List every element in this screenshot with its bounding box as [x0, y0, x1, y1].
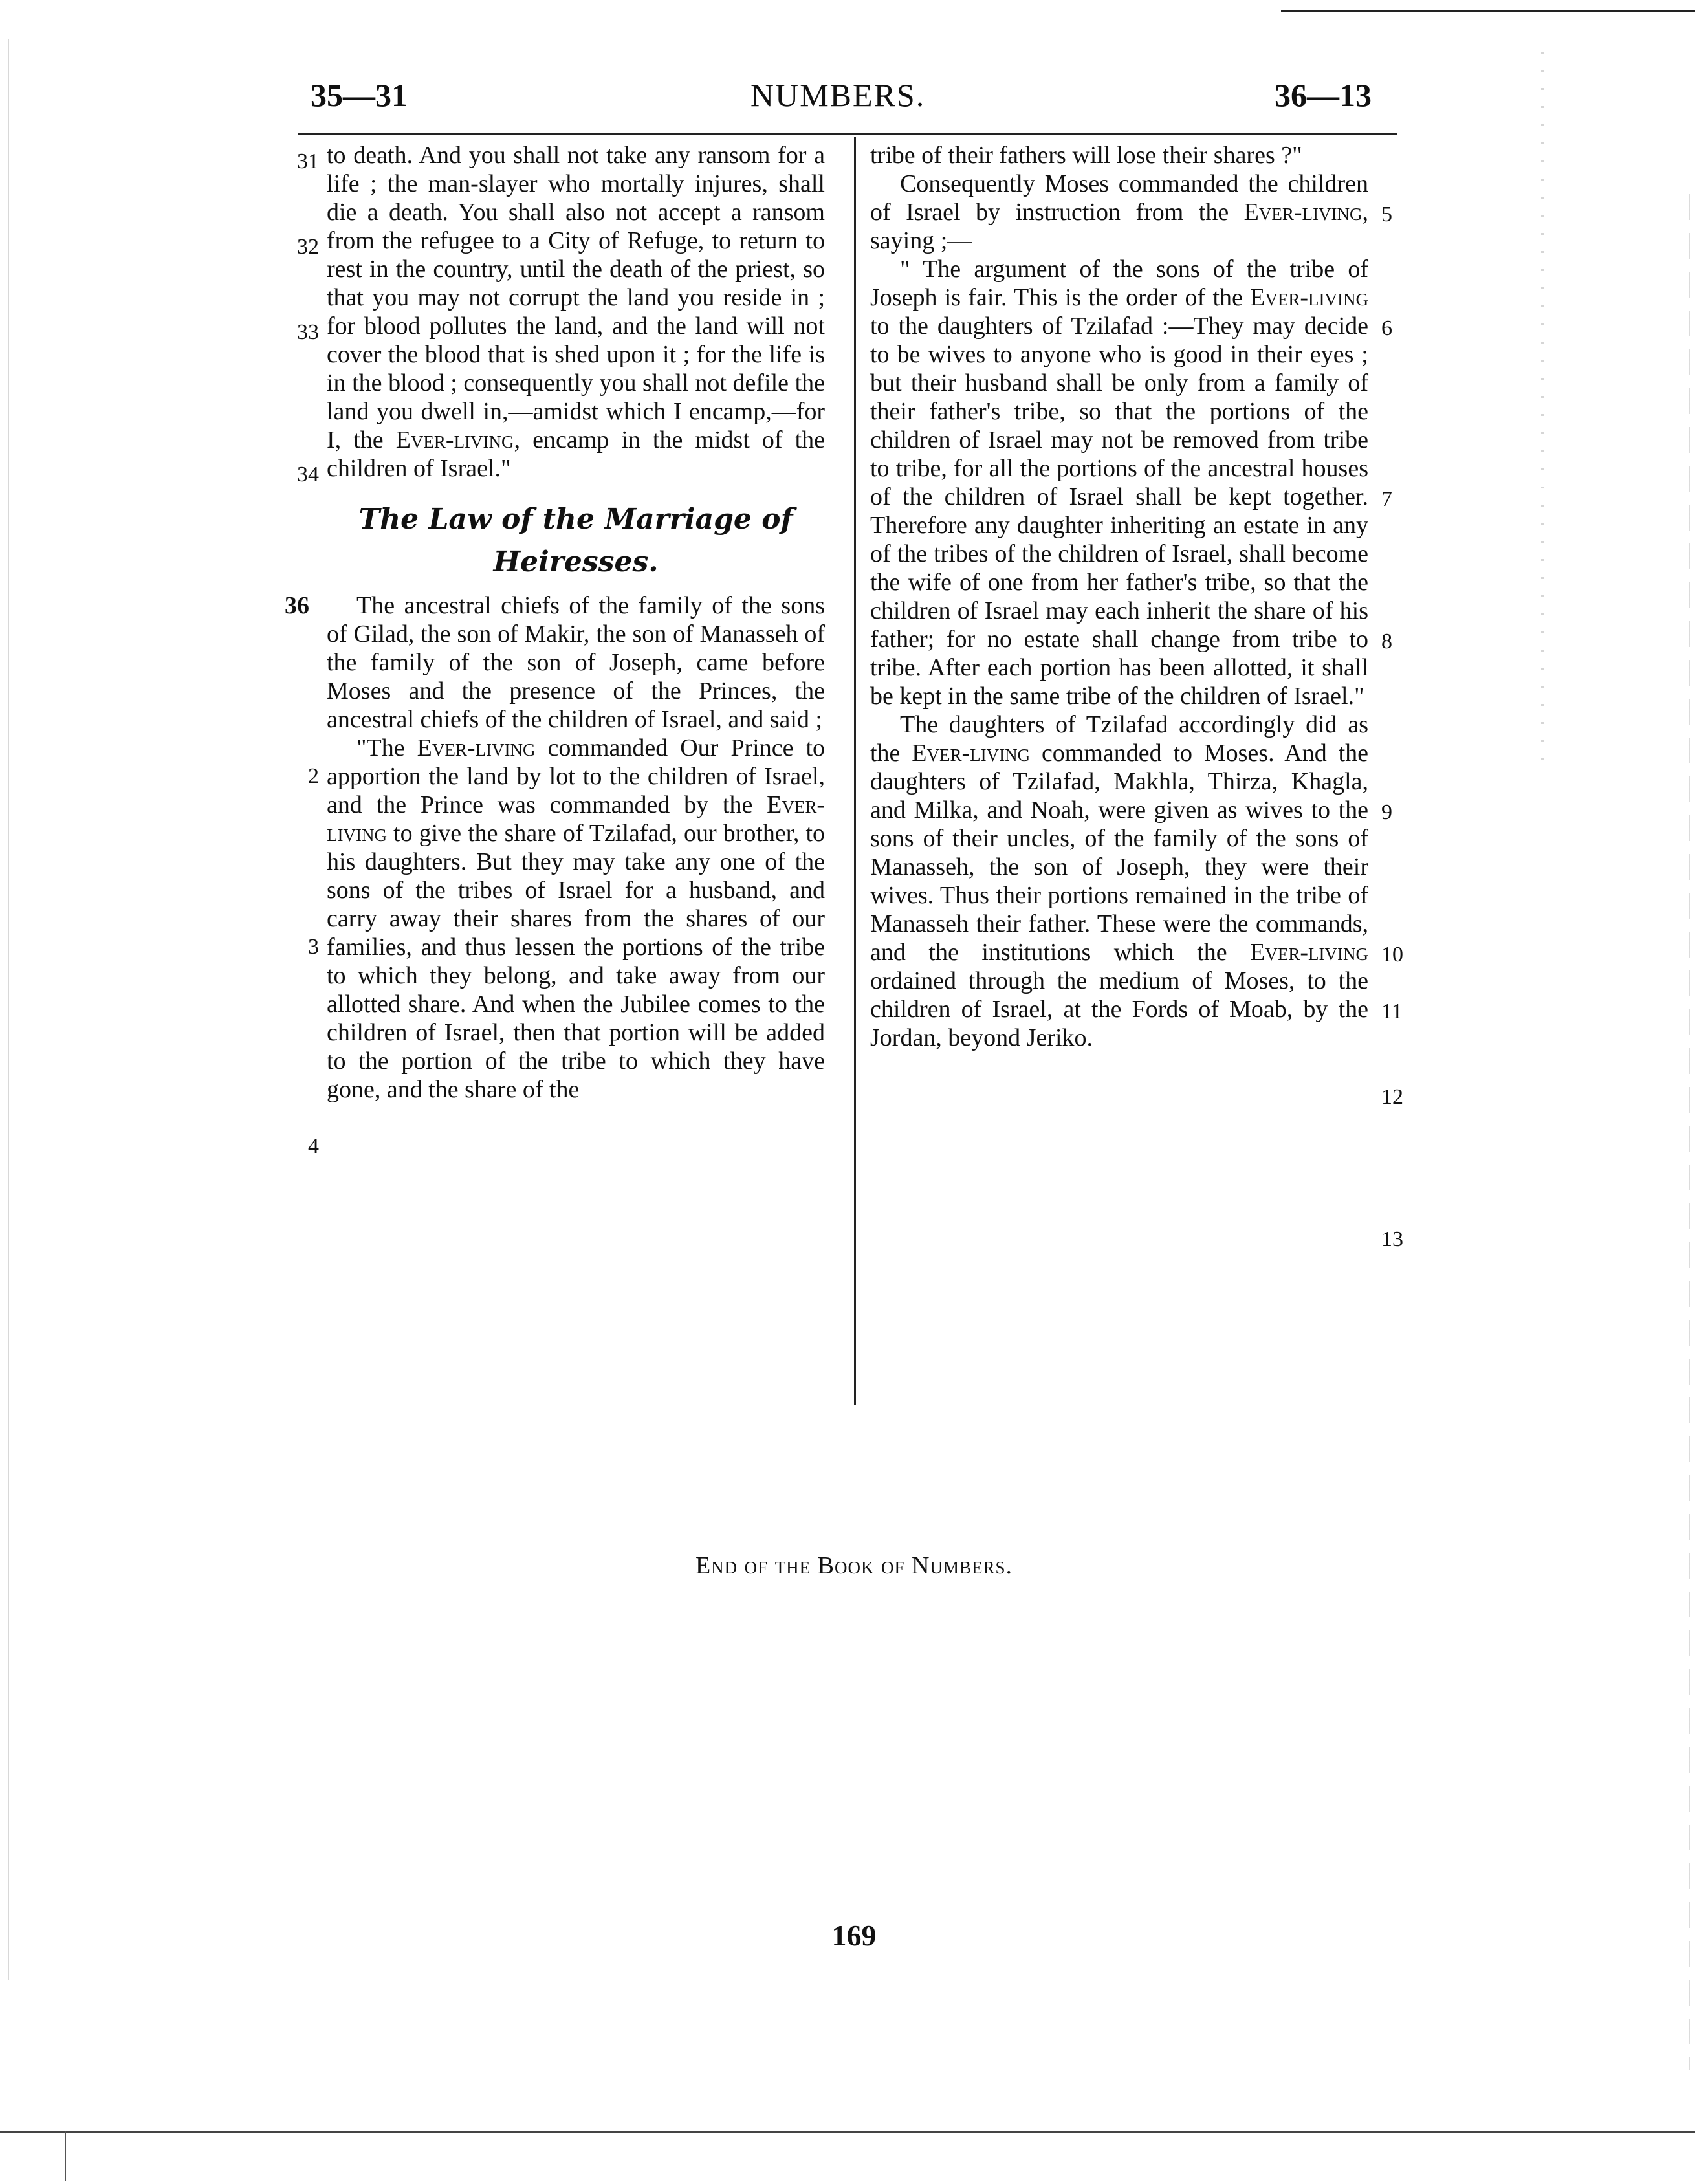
verse-number: 5	[1381, 203, 1392, 226]
verse-text: to death. And you shall not take any ransom for a life ; the man-slayer who mortally injures, shall die a death. You shall also not accept a ransom from the refugee to a City of Refuge, to return to rest in the country, until the death of the priest, so that you may not corrupt the land you reside in ; for blood pollutes the land, and the land will not cover the blood that is shed upon it ; for the life is in the blood ; consequently you shall not defile the land you dwell in,—amidst which I encamp,—for I, the Ever-living, encamp in the midst of the children of Israel."	[327, 142, 826, 482]
divine-name: Ever-living	[912, 740, 1031, 767]
bottom-scan-tick	[65, 2131, 66, 2181]
header-left-ref: 35—31	[311, 77, 408, 113]
left-column	[285, 141, 826, 1158]
verse-number: 32	[297, 235, 319, 259]
verse-number: 12	[1381, 1085, 1403, 1109]
verse-number: 3	[308, 935, 319, 959]
column-divider	[854, 137, 856, 1405]
scan-edge-marks-right	[1689, 194, 1690, 2070]
right-column	[870, 141, 1403, 1251]
header-right-ref: 36—13	[1275, 77, 1372, 113]
verse-number: 6	[1381, 316, 1392, 340]
divine-name: Ever-living	[417, 734, 536, 762]
divine-name: Ever-living	[1250, 284, 1368, 311]
verse-number: 13	[1381, 1227, 1403, 1251]
verse-text: "The Ever-living commanded Our Prince to apportion the land by lot to the children of Israel, and the Prince was commanded by the Ever-living to give the share of Tzilafad, our brother, to his daughters. But they may take any one of the sons of the tribes of Israel for a husband, and carry away their shares from the shares of our families, and thus lessen the portions of the tribe to which they belong, and take away from our allotted share. And when the Jubilee comes to the children of Israel, then that portion will be added to the portion of the tribe to which they have gone, and the share of the	[327, 734, 826, 1103]
divine-name: Ever-living	[1243, 199, 1363, 226]
header-book-title: NUMBERS.	[750, 77, 926, 113]
section-heading: The Law of the Marriage of Heiresses.	[358, 503, 793, 578]
chapter-number: 36	[285, 592, 309, 619]
verse-number: 4	[308, 1134, 319, 1158]
verse-number: 8	[1381, 630, 1392, 653]
divine-name: Ever-living	[1250, 939, 1368, 966]
verse-text: " The argument of the sons of the tribe of Joseph is fair. This is the order of the Ever-living to the daughters of Tzilafad :—They may decide to be wives to anyone who is good in their eyes ; but their husband shall be only from a family of their father's tribe, so that the portions of the children of Israel may not be removed from tribe to tribe, for all the portions of the ancestral houses of the children of Israel shall be kept together. Therefore any daughter inheriting an estate in any of the tribes of the children of Israel, shall become the wife of one from her father's tribe, so that the children of Israel may each inherit the share of his father; for no estate shall change from tribe to tribe. After each portion has been allotted, it shall be kept in the same tribe of the children of Israel."	[870, 256, 1368, 710]
chapter-block	[285, 591, 826, 1158]
verse-number: 7	[1381, 487, 1392, 511]
verse-number: 9	[1381, 800, 1392, 824]
verse-number: 31	[297, 149, 319, 173]
verse-number: 2	[308, 764, 319, 788]
verse-number: 11	[1381, 1000, 1403, 1024]
verse-number: 33	[297, 320, 319, 344]
verse-number: 10	[1381, 943, 1403, 967]
scan-edge-marks	[1541, 52, 1544, 763]
header-rule	[298, 133, 1397, 135]
divine-name: Ever-living	[395, 426, 514, 454]
bottom-scan-rule	[0, 2131, 1695, 2133]
top-corner-rule	[1281, 10, 1695, 12]
verse-text: The daughters of Tzilafad accordingly did as the Ever-living commanded to Moses. And the daughters of Tzilafad, Makhla, Thirza, Khagla, and Milka, and Noah, were given as wives to the sons of their uncles, of the family of the sons of Manasseh, the son of Joseph, they were their wives. Thus their portions remained in the tribe of Manasseh their father. These were the commands, and the institutions which the Ever-living ordained through the medium of Moses, to the children of Israel, at the Fords of Moab, by the Jordan, beyond Jeriko.	[870, 711, 1369, 1051]
page-number: 169	[831, 1919, 877, 1952]
running-header	[311, 76, 1410, 122]
left-margin-shadow	[8, 39, 9, 1980]
verse-text: The ancestral chiefs of the family of the sons of Gilad, the son of Makir, the son of Manasseh of the family of the son of Joseph, came before Moses and the presence of the Princes, the ancestral chiefs of the children of Israel, and said ;	[327, 592, 825, 733]
divine-name: Ever-living	[327, 791, 826, 847]
verse-text: tribe of their fathers will lose their shares ?"	[870, 142, 1302, 169]
verse-number: 34	[297, 463, 319, 487]
end-of-book-line: End of the Book of Numbers.	[695, 1552, 1013, 1579]
verse-text: Consequently Moses commanded the children of Israel by instruction from the Ever-living, saying ;—	[870, 170, 1369, 254]
